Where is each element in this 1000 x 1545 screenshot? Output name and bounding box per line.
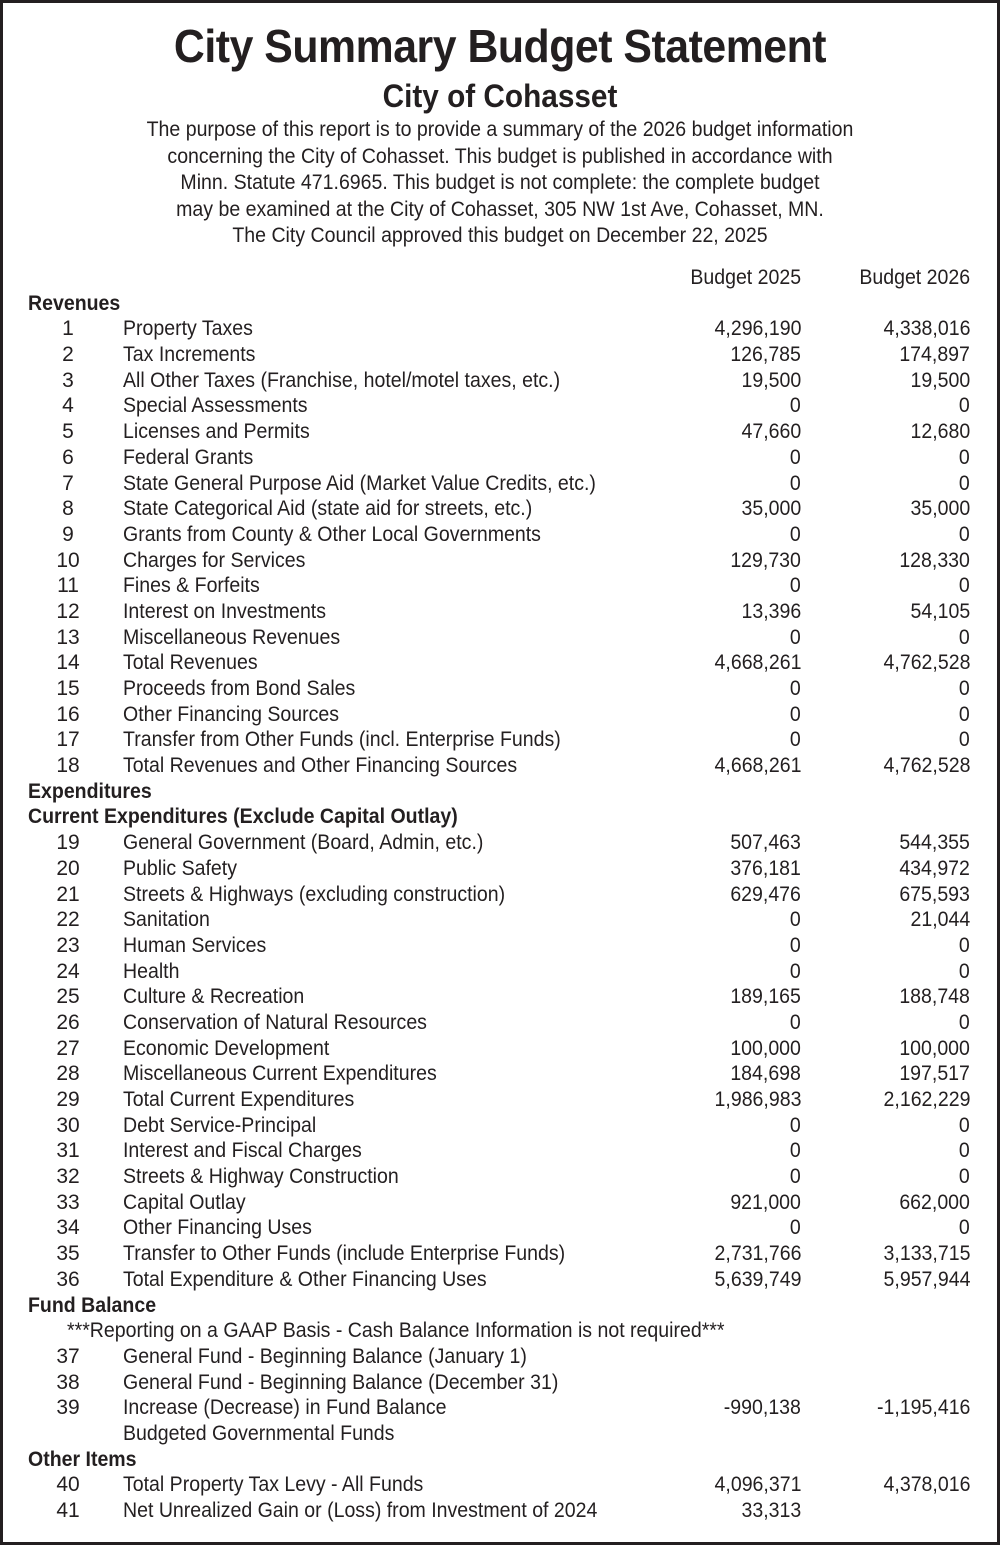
table-row: [3, 1010, 997, 1036]
budget-2025-value: 0: [790, 1165, 801, 1189]
budget-2025-value: 0: [790, 1010, 801, 1034]
line-number: 25: [56, 985, 80, 1009]
table-row: [3, 907, 997, 933]
line-label: Total Property Tax Levy - All Funds: [123, 1473, 424, 1497]
line-label: Total Revenues: [123, 651, 258, 675]
table-row: [3, 1395, 997, 1421]
budget-2026-value: 188,748: [899, 985, 970, 1009]
budget-2026-value: 0: [959, 702, 970, 726]
table-row: [3, 1087, 997, 1113]
line-label: All Other Taxes (Franchise, hotel/motel taxes, etc.): [123, 368, 561, 392]
budget-2026-value: 0: [959, 1113, 970, 1137]
line-label: Other Financing Uses: [123, 1216, 312, 1240]
line-label: Fines & Forfeits: [123, 574, 260, 598]
line-number: 22: [56, 908, 80, 932]
budget-2025-value: 33,313: [741, 1499, 801, 1522]
line-number: 16: [56, 702, 80, 726]
line-label: Licenses and Permits: [123, 420, 310, 444]
line-number: 37: [56, 1344, 80, 1368]
budget-2025-value: 0: [790, 394, 801, 418]
line-label: Conservation of Natural Resources: [123, 1010, 427, 1034]
budget-2026-value: 0: [959, 574, 970, 598]
line-number: 29: [56, 1088, 80, 1111]
budget-2026-value: 4,338,016: [883, 317, 970, 341]
budget-2025-value: 376,181: [730, 856, 801, 880]
line-label: Debt Service-Principal: [123, 1113, 317, 1137]
table-row: [3, 830, 997, 856]
budget-2026-value: 54,105: [910, 599, 970, 623]
line-label: Total Current Expenditures: [123, 1088, 355, 1111]
column-header-budget-2025: Budget 2025: [690, 266, 801, 289]
line-number: 7: [62, 471, 74, 495]
budget-2026-value: 0: [959, 522, 970, 546]
section-heading-row: [3, 1293, 997, 1319]
budget-2026-value: 21,044: [910, 908, 970, 932]
line-number: 34: [56, 1216, 80, 1240]
line-label: Capital Outlay: [123, 1190, 246, 1214]
budget-2026-value: 0: [959, 677, 970, 700]
line-number: 26: [56, 1010, 80, 1034]
line-label: Transfer from Other Funds (incl. Enterprise Funds): [123, 728, 561, 752]
line-label: Miscellaneous Revenues: [123, 625, 341, 649]
budget-2025-value: 0: [790, 471, 801, 495]
budget-2026-value: 0: [959, 1010, 970, 1034]
line-label: Sanitation: [123, 908, 210, 932]
budget-2025-value: 0: [790, 677, 801, 700]
budget-2026-value: 3,133,715: [883, 1242, 970, 1266]
line-number: 41: [56, 1499, 80, 1522]
line-number: 31: [56, 1139, 80, 1163]
budget-2026-value: 2,162,229: [883, 1088, 970, 1111]
budget-2025-value: 19,500: [741, 368, 801, 392]
table-row: [3, 1344, 997, 1370]
table-row: [3, 419, 997, 445]
budget-2025-value: -990,138: [723, 1396, 801, 1420]
table-row: [3, 650, 997, 676]
budget-2026-value: 0: [959, 445, 970, 469]
budget-2025-value: 4,296,190: [714, 317, 801, 341]
budget-2025-value: 0: [790, 1216, 801, 1240]
line-label: State Categorical Aid (state aid for streets, etc.): [123, 497, 533, 521]
budget-2026-value: -1,195,416: [876, 1396, 970, 1420]
line-label: General Fund - Beginning Balance (December 31): [123, 1370, 559, 1394]
budget-2026-value: 19,500: [910, 368, 970, 392]
line-number: 9: [62, 522, 74, 546]
note-text: ***Reporting on a GAAP Basis - Cash Balance Information is not required***: [67, 1319, 725, 1343]
table-row: [3, 727, 997, 753]
table-row: [3, 1138, 997, 1164]
line-number: 17: [56, 728, 80, 752]
budget-2025-value: 0: [790, 1113, 801, 1137]
table-header-row: [3, 265, 997, 291]
table-row: [3, 342, 997, 368]
line-label: Total Expenditure & Other Financing Uses: [123, 1267, 487, 1291]
line-number: 14: [56, 651, 80, 675]
budget-2025-value: 0: [790, 728, 801, 752]
line-label: Miscellaneous Current Expenditures: [123, 1062, 437, 1086]
budget-table: [3, 265, 997, 1524]
table-row: [3, 1164, 997, 1190]
budget-2025-value: 47,660: [741, 420, 801, 444]
line-number: 8: [62, 497, 74, 521]
line-label: State General Purpose Aid (Market Value Credits, etc.): [123, 471, 596, 495]
budget-2026-value: 4,762,528: [883, 651, 970, 675]
table-body: [3, 291, 997, 1524]
line-label: Increase (Decrease) in Fund Balance: [123, 1396, 447, 1420]
line-number: 5: [62, 420, 74, 444]
table-row: [3, 882, 997, 908]
line-number: 35: [56, 1242, 80, 1266]
budget-2025-value: 4,668,261: [714, 754, 801, 778]
line-number: 10: [56, 548, 80, 572]
table-row: [3, 1421, 997, 1447]
table-row: [3, 471, 997, 497]
table-row: [3, 1472, 997, 1498]
document-subtitle: City of Cohasset: [382, 78, 618, 114]
budget-2026-value: 12,680: [910, 420, 970, 444]
budget-2025-value: 921,000: [730, 1190, 801, 1214]
table-row: [3, 753, 997, 779]
column-header-budget-2026: Budget 2026: [859, 266, 970, 289]
line-number: 11: [57, 574, 79, 598]
line-number: 12: [56, 599, 80, 623]
section-heading-row: [3, 291, 997, 317]
note-row: [3, 1318, 997, 1344]
line-number: 24: [56, 959, 80, 983]
table-row: [3, 856, 997, 882]
line-number: 15: [56, 677, 80, 700]
line-label: General Fund - Beginning Balance (January 1): [123, 1344, 527, 1368]
line-number: 40: [56, 1473, 80, 1497]
line-number: 28: [56, 1062, 80, 1086]
table-row: [3, 676, 997, 702]
line-number: 30: [56, 1113, 80, 1137]
line-number: 33: [56, 1190, 80, 1214]
section-heading-row: [3, 804, 997, 830]
line-label: Interest on Investments: [123, 599, 327, 623]
budget-2025-value: 126,785: [730, 343, 801, 367]
line-label: Streets & Highway Construction: [123, 1165, 399, 1189]
intro-line: The City Council approved this budget on December 22, 2025: [232, 224, 768, 248]
table-row: [3, 959, 997, 985]
line-label: Other Financing Sources: [123, 702, 340, 726]
table-row: [3, 1241, 997, 1267]
section-heading: Current Expenditures (Exclude Capital Outlay): [28, 805, 458, 829]
line-label: Charges for Services: [123, 548, 306, 572]
line-number: 27: [56, 1036, 80, 1060]
line-number: 20: [56, 856, 80, 880]
line-number: 4: [62, 394, 74, 418]
budget-2025-value: 4,096,371: [714, 1473, 801, 1497]
budget-2025-value: 507,463: [730, 831, 801, 855]
budget-2025-value: 629,476: [730, 882, 801, 906]
budget-2026-value: 128,330: [899, 548, 970, 572]
budget-2025-value: 4,668,261: [714, 651, 801, 675]
budget-2026-value: 0: [959, 1216, 970, 1240]
line-number: 13: [56, 625, 80, 649]
line-label: Federal Grants: [123, 445, 254, 469]
line-label: Property Taxes: [123, 317, 253, 341]
budget-2026-value: 0: [959, 959, 970, 983]
line-number: 23: [56, 933, 80, 957]
table-row: [3, 445, 997, 471]
line-number: 18: [56, 754, 80, 778]
table-row: [3, 1113, 997, 1139]
section-heading: Expenditures: [28, 779, 152, 803]
budget-2025-value: 0: [790, 933, 801, 957]
budget-2026-value: 5,957,944: [883, 1267, 970, 1291]
line-label: Interest and Fiscal Charges: [123, 1139, 362, 1163]
table-row: [3, 1215, 997, 1241]
line-label: Tax Increments: [123, 343, 256, 367]
table-row: [3, 599, 997, 625]
line-label: Culture & Recreation: [123, 985, 305, 1009]
line-number: 2: [62, 343, 74, 367]
document-title: City Summary Budget Statement: [173, 20, 827, 72]
line-number: 19: [56, 831, 80, 855]
table-row: [3, 933, 997, 959]
budget-2026-value: 662,000: [899, 1190, 970, 1214]
line-label: Proceeds from Bond Sales: [123, 677, 356, 700]
section-heading: Other Items: [28, 1447, 137, 1471]
section-heading-row: [3, 779, 997, 805]
budget-2026-value: 434,972: [899, 856, 970, 880]
budget-2026-value: 0: [959, 394, 970, 418]
budget-2025-value: 0: [790, 445, 801, 469]
table-row: [3, 1061, 997, 1087]
intro-paragraph: [3, 117, 997, 250]
line-number: 39: [56, 1396, 80, 1420]
budget-2025-value: 0: [790, 1139, 801, 1163]
line-label: Total Revenues and Other Financing Sources: [123, 754, 518, 778]
budget-2025-value: 0: [790, 625, 801, 649]
line-label: Special Assessments: [123, 394, 308, 418]
budget-2025-value: 0: [790, 702, 801, 726]
table-row: [3, 625, 997, 651]
budget-2025-value: 0: [790, 959, 801, 983]
line-label: Public Safety: [123, 856, 237, 880]
budget-2026-value: 0: [959, 625, 970, 649]
budget-2025-value: 0: [790, 574, 801, 598]
budget-2026-value: 0: [959, 728, 970, 752]
table-row: [3, 522, 997, 548]
line-label: Net Unrealized Gain or (Loss) from Investment of 2024: [123, 1499, 598, 1522]
budget-2025-value: 189,165: [730, 985, 801, 1009]
table-row: [3, 702, 997, 728]
table-row: [3, 1036, 997, 1062]
budget-2025-value: 100,000: [730, 1036, 801, 1060]
line-number: 38: [56, 1370, 80, 1394]
budget-2026-value: 675,593: [899, 882, 970, 906]
line-label: Transfer to Other Funds (include Enterprise Funds): [123, 1242, 566, 1266]
budget-2025-value: 0: [790, 908, 801, 932]
line-number: 6: [62, 445, 74, 469]
line-label: General Government (Board, Admin, etc.): [123, 831, 484, 855]
line-label: Human Services: [123, 933, 267, 957]
intro-line: concerning the City of Cohasset. This budget is published in accordance with: [167, 144, 833, 168]
line-label: Streets & Highways (excluding construction): [123, 882, 506, 906]
intro-line: may be examined at the City of Cohasset, 305 NW 1st Ave, Cohasset, MN.: [176, 197, 824, 221]
table-row: [3, 1267, 997, 1293]
section-heading: Revenues: [28, 291, 121, 315]
budget-2026-value: 0: [959, 1139, 970, 1163]
budget-2026-value: 0: [959, 933, 970, 957]
budget-2026-value: 4,762,528: [883, 754, 970, 778]
budget-2025-value: 5,639,749: [714, 1267, 801, 1291]
table-row: [3, 984, 997, 1010]
budget-2026-value: 197,517: [899, 1062, 970, 1086]
section-heading: Fund Balance: [28, 1293, 157, 1317]
budget-2025-value: 1,986,983: [714, 1088, 801, 1111]
line-label: Grants from County & Other Local Governments: [123, 522, 541, 546]
budget-2026-value: 35,000: [910, 497, 970, 521]
budget-2025-value: 184,698: [730, 1062, 801, 1086]
table-row: [3, 496, 997, 522]
table-row: [3, 1190, 997, 1216]
line-number: 32: [56, 1165, 80, 1189]
table-row: [3, 368, 997, 394]
budget-2026-value: 0: [959, 471, 970, 495]
budget-2026-value: 0: [959, 1165, 970, 1189]
line-number: 3: [62, 368, 74, 392]
line-label: Economic Development: [123, 1036, 330, 1060]
table-row: [3, 1498, 997, 1524]
budget-2025-value: 2,731,766: [714, 1242, 801, 1266]
line-label: Health: [123, 959, 180, 983]
table-row: [3, 548, 997, 574]
table-row: [3, 316, 997, 342]
line-number: 1: [62, 317, 74, 341]
line-label: Budgeted Governmental Funds: [123, 1421, 395, 1445]
intro-line: The purpose of this report is to provide a summary of the 2026 budget information: [146, 118, 854, 141]
table-row: [3, 1370, 997, 1396]
table-row: [3, 393, 997, 419]
section-heading-row: [3, 1447, 997, 1473]
budget-2026-value: 100,000: [899, 1036, 970, 1060]
budget-2025-value: 0: [790, 522, 801, 546]
budget-2026-value: 174,897: [899, 343, 970, 367]
budget-2025-value: 129,730: [730, 548, 801, 572]
budget-2025-value: 35,000: [741, 497, 801, 521]
line-number: 36: [56, 1267, 80, 1291]
budget-2026-value: 4,378,016: [883, 1473, 970, 1497]
intro-line: Minn. Statute 471.6965. This budget is not complete: the complete budget: [180, 171, 820, 195]
table-row: [3, 573, 997, 599]
line-number: 21: [56, 882, 80, 906]
budget-2025-value: 13,396: [741, 599, 801, 623]
budget-2026-value: 544,355: [899, 831, 970, 855]
